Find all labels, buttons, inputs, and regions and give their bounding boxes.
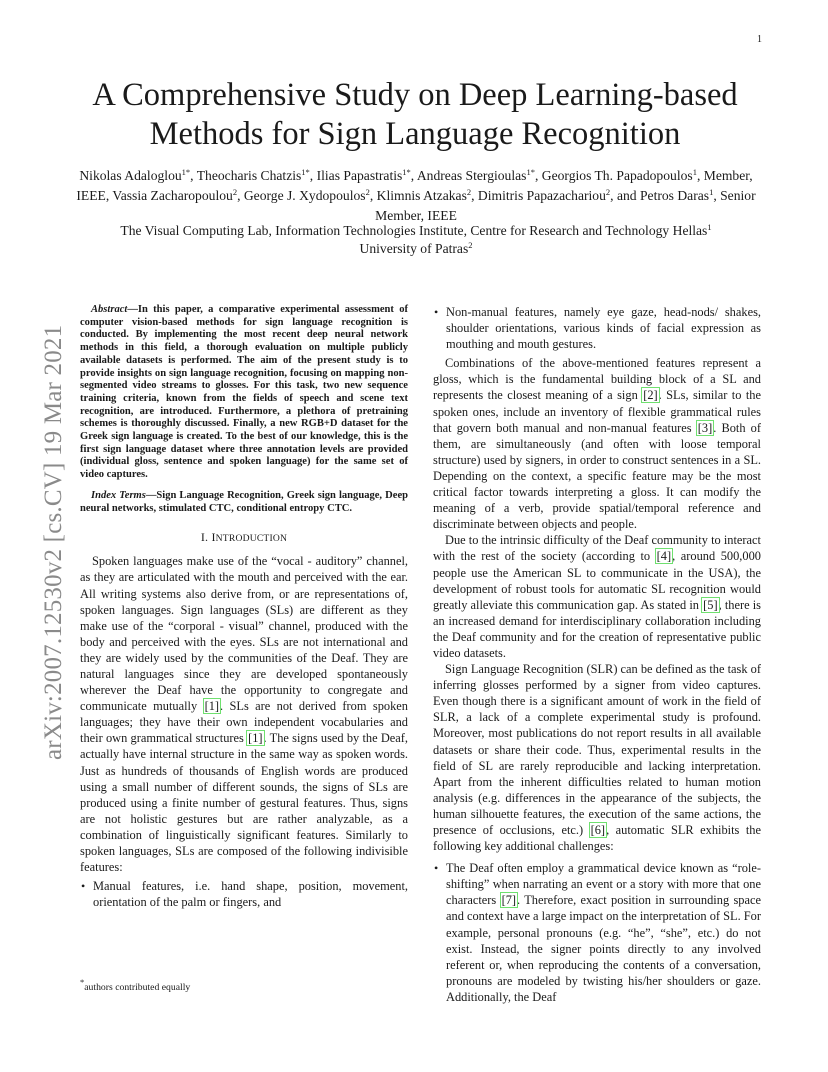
author: Theocharis Chatzis$^{1*}$ xyxy=(196,167,310,183)
title-line: A Comprehensive Study on Deep Learning-based xyxy=(92,77,738,113)
right-column xyxy=(433,304,761,1007)
citation-link[interactable]: [5] xyxy=(703,597,718,612)
arxiv-identifier-stamp: arXiv:2007.12530v2 [cs.CV] 19 Mar 2021 xyxy=(40,324,67,760)
section-heading: I. INTRODUCTION xyxy=(200,530,288,545)
feature-list xyxy=(80,878,408,910)
author: Klimnis Atzakas$^2$ xyxy=(376,187,472,203)
author: Georgios Th. Papadopoulos$^1$, Member, IEEE xyxy=(76,167,753,203)
list-item: • The Deaf often employ a grammatical device known as “role-shifting” when narrating an event or a story with more that one characters [7]. Therefore, exact position in surrounding space and context have a large impact on the interpretation of SL. For example, personal pronouns (e.g. “he”, “she”, etc.) do not exist. Instead, the signer points directly to any involved referent or, when reproducing the contents of a conversation, pronouns are modeled by twisting his/her shoulders or gaze. Additionally, the Deaf xyxy=(446,860,761,1005)
affiliation-line: The Visual Computing Lab, Information Technologies Institute, Centre for Research and Technology Hellas$^1$ xyxy=(120,222,712,238)
citation-link[interactable]: [6] xyxy=(590,823,606,837)
citation-link[interactable]: [4] xyxy=(656,549,672,564)
citation-link[interactable]: [1] xyxy=(248,731,263,746)
author: Andreas Stergioulas$^{1*}$ xyxy=(416,167,535,183)
paper-title xyxy=(60,76,770,154)
list-item: • Non-manual features, namely eye gaze, head-nods/ shakes, shoulder orientations, various kinds of facial expression as mouthing and mouth gestures. xyxy=(446,304,761,352)
body-paragraph: Sign Language Recognition (SLR) can be defined as the task of inferring glosses performed by a signer from video captures. Even though there is a significant amount of work in the field of SLR, a lack of a complete experimental study is profound. Moreover, most publications do not report results in all available datasets or share their code. Thus, experimental results in the field of SL are rarely reproducible and lacking interpretation. Apart from the inherent difficulties related to human motion analysis (e.g. differences in the appearance of the subjects, the human silhouette features, the execution of the same actions, the presence of occlusions, etc.) [6], automatic SLR exhibits the following key additional challenges: xyxy=(433,662,761,854)
author: Dimitris Papazachariou$^2$ xyxy=(477,187,611,203)
footnote: *authors contributed equally xyxy=(80,977,191,993)
author: Ilias Papastratis$^{1*}$ xyxy=(316,167,411,183)
page-number: 1 xyxy=(757,34,762,45)
citation-link[interactable]: [1] xyxy=(204,699,220,714)
body-paragraph: Due to the intrinsic difficulty of the Deaf community to interact with the rest of the society (according to [4], around 500,000 people use the American SL to communicate in the USA), the development of robust tools for automatic SL recognition would greatly alleviate this communication gap. As stated in [5], there is an increased demand for interdisciplinary collaboration including the Deaf community and for the creation of representative public video datasets. xyxy=(433,533,761,660)
author: Vassia Zacharopoulou$^2$ xyxy=(112,187,238,203)
citation-link[interactable]: [7] xyxy=(501,893,517,908)
affiliations xyxy=(72,222,760,258)
title-line: Methods for Sign Language Recognition xyxy=(149,116,681,152)
author: Petros Daras$^1$, Senior Member, IEEE xyxy=(375,187,756,223)
challenge-list xyxy=(433,860,761,1005)
list-item: • Manual features, i.e. hand shape, position, movement, orientation of the palm or fingers, and xyxy=(93,878,408,910)
author-list: Nikolas Adaloglou$^{1*}$, Theocharis Chatzis$^{1*}$, Ilias Papastratis$^{1*}$, Andreas Stergioulas$^{1*}$, Georgios Th. Papadopoulos$^1$, Member, IEEE, Vassia Zacharopoulou$^2$, George J. Xydopoulos$^2$, Klimnis Atzakas$^2$, Dimitris Papazachariou$^2$, and Petros Daras$^1$, Senior Member, IEEE xyxy=(76,167,756,223)
affiliation-line: University of Patras$^2$ xyxy=(359,240,473,256)
abstract: Abstract—In this paper, a comparative experimental assessment of computer vision-based methods for sign language recognition is conducted. By implementing the most recent deep neural network methods in this field, a thorough evaluation on multiple publicly available datasets is performed. The aim of the present study is to provide insights on sign language recognition, focusing on mapping non-segmented video streams to glosses. For this task, two new sequence training criteria, known from the fields of speech and scene text recognition, are introduced. Furthermore, a plethora of pretraining schemes is thoroughly discussed. Finally, a new RGB+D dataset for the Greek sign language is created. To the best of our knowledge, this is the first sign language dataset where three annotation levels are provided (individual gloss, sentence and spoken language) for the same set of video captures. xyxy=(80,304,408,481)
citation-link[interactable]: [2] xyxy=(643,388,658,403)
feature-list xyxy=(433,304,761,352)
author: Nikolas Adaloglou$^{1*}$ xyxy=(79,167,191,183)
author: George J. Xydopoulos$^2$ xyxy=(243,187,370,203)
index-terms: Index Terms—Sign Language Recognition, Greek sign language, Deep neural networks, stimulated CTC, conditional entropy CTC. xyxy=(80,489,408,514)
body-paragraph: Spoken languages make use of the “vocal - auditory” channel, as they are articulated with the mouth and perceived with the ear. All writing systems also derive from, or are representations of, spoken languages. Sign languages (SLs) are different as they make use of the “corporal - visual” channel, produced with the body and perceived with the eyes. SLs are not international and they are widely used by the communities of the Deaf. They are natural languages since they are developed spontaneously wherever the Deaf have the opportunity to congregate and communicate mutually [1]. SLs are not derived from spoken languages; they have their own independent vocabularies and their own grammatical structures [1]. The signs used by the Deaf, actually have internal structure in the same way as spoken words. Just as hundreds of thousands of English words are produced using a small number of different sounds, the signs of SLs are produced using a finite number of gestural features. Thus, signs are not holistic gestures but are rather analyzable, as a combination of linguistically significant features. Similarly to spoken languages, SLs are composed of the following indivisible features: xyxy=(80,554,408,875)
left-column xyxy=(80,304,408,912)
body-paragraph: Combinations of the above-mentioned features represent a gloss, which is the fundamental building block of a SL and represents the closest meaning of a sign [2]. SLs, similar to the spoken ones, include an inventory of flexible grammatical rules that govern both manual and non-manual features [3]. Both of them, are simultaneously (and often with loose temporal structure) used by signers, in order to construct sentences in a SL. Depending on the context, a specific feature may be the most critical factor towards interpreting a gloss. It can modify the meaning of a verb, provide spatial/temporal reference and discriminate between objects and people. xyxy=(433,356,761,532)
citation-link[interactable]: [3] xyxy=(697,420,713,435)
